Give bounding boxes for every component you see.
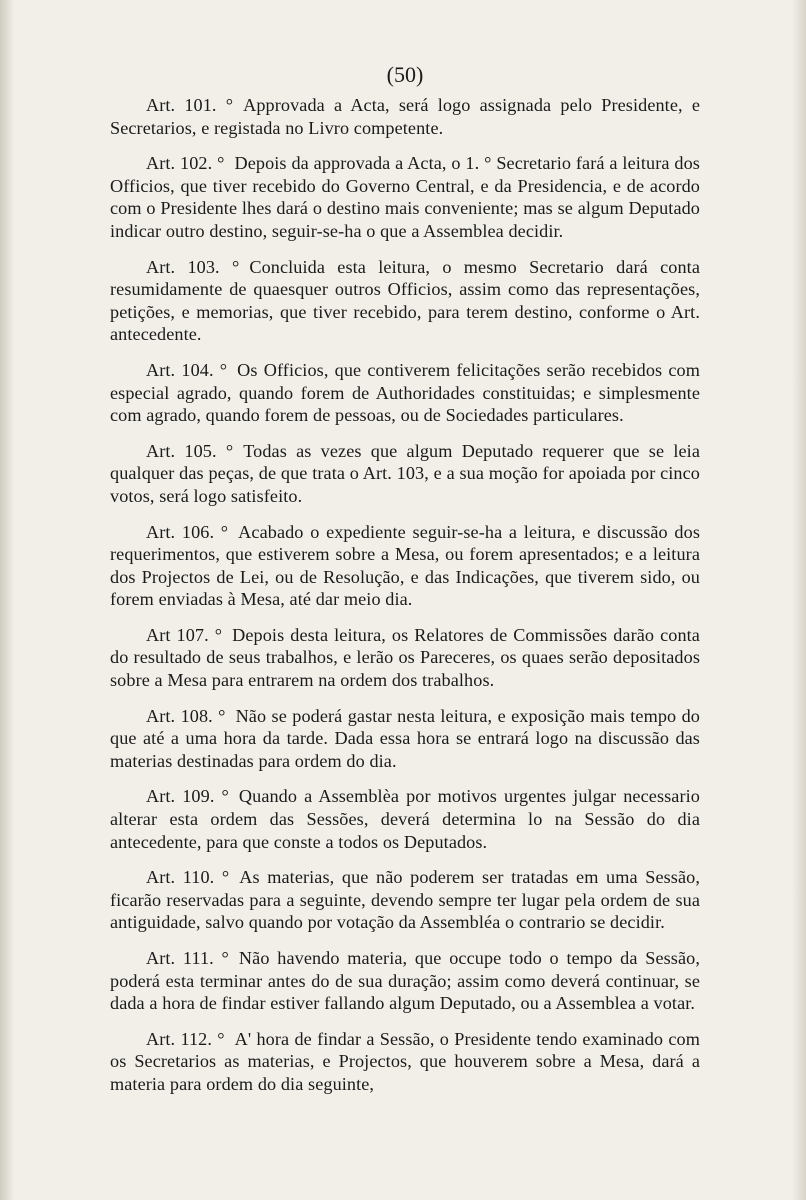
article-paragraph xyxy=(110,359,700,427)
article-text: Todas as vezes que algum Deputado requerer que se leia qualquer das peças, de que trata o Art. 103, e a sua moção for apoiada por cinco votos, será logo satisfeito. xyxy=(110,440,700,506)
article-list xyxy=(110,94,700,1109)
article-text: Os Officios, que contiverem felicitações serão recebidos com especial agrado, quando forem de Authoridades constituidas; e simplesmente com agrado, quando forem de pessoas, ou de Sociedades particulares. xyxy=(110,359,700,426)
article-label: Art. 105. ° xyxy=(146,440,234,461)
article-label: Art. 102. ° xyxy=(146,153,225,174)
article-label: Art. 109. ° xyxy=(146,786,229,807)
article-label: Art. 104. ° xyxy=(146,359,228,380)
article-label: Art. 106. ° xyxy=(146,521,229,542)
article-paragraph xyxy=(110,785,700,853)
article-text: Concluida esta leitura, o mesmo Secretario dará conta resumidamente de quaesquer outros Officios, assim como das representações, petições, e memorias, que tiver recebido, para terem destino, conforme o Art. antecedente. xyxy=(110,256,700,345)
page-number: (50) xyxy=(386,62,424,87)
article-text: As materias, que não poderem ser tratadas em uma Sessão, ficarão reservadas para a seguinte, devendo sempre ter lugar pela ordem de sua antiguidade, salvo quando por votação da Assembléa o contrario se decidir. xyxy=(110,867,700,933)
article-paragraph xyxy=(110,866,700,934)
article-paragraph xyxy=(110,1028,700,1096)
article-text: Depois desta leitura, os Relatores de Commissões darão conta do resultado de seus trabalhos, e lerão os Pareceres, os quaes serão depositados sobre a Mesa para entrarem na ordem dos trabalhos. xyxy=(110,624,700,691)
article-paragraph xyxy=(110,521,700,611)
article-paragraph xyxy=(110,152,700,242)
article-paragraph xyxy=(110,94,700,139)
article-label: Art. 112. ° xyxy=(146,1028,225,1049)
article-paragraph xyxy=(110,256,700,346)
article-text: Não se poderá gastar nesta leitura, e exposição mais tempo do que até a uma hora da tarde. Dada essa hora se entrará logo na discussão das materias destinadas para ordem do dia. xyxy=(110,705,700,771)
article-label: Art. 101. ° xyxy=(146,95,234,115)
article-label: Art 107. ° xyxy=(146,624,223,645)
article-paragraph xyxy=(110,947,700,1015)
article-paragraph xyxy=(110,440,700,508)
article-text: Acabado o expediente seguir-se-ha a leitura, e discussão dos requerimentos, que estiverem sobre a Mesa, ou forem apresentados; e a leitura dos Projectos de Lei, ou de Resolução, e das Indicações, que tiverem sido, ou forem enviadas à Mesa, até dar meio dia. xyxy=(110,521,700,610)
page-edge-shadow-right xyxy=(792,0,806,1200)
article-text: Não havendo materia, que occupe todo o tempo da Sessão, poderá esta terminar antes do de sua duração; assim como deverá continuar, se dada a hora de findar estiver fallando algum Deputado, ou a Assemblea a votar. xyxy=(110,948,700,1014)
article-text: Depois da approvada a Acta, o 1. ° Secretario fará a leitura dos Officios, que tiver recebido do Governo Central, e da Presidencia, e de acordo com o Presidente lhes dará o destino mais conveniente; mas se algum Deputado indicar outro destino, seguir-se-ha o que a Assemblea decidir. xyxy=(110,153,700,241)
article-text: A' hora de findar a Sessão, o Presidente tendo examinado com os Secretarios as materias, e Projectos, que houverem sobre a Mesa, dará a materia para ordem do dia seguinte, xyxy=(110,1028,700,1094)
article-paragraph xyxy=(110,624,700,692)
article-label: Art. 103. ° xyxy=(146,256,240,277)
article-paragraph xyxy=(110,705,700,773)
article-text: Quando a Assemblèa por motivos urgentes julgar necessario alterar esta ordem das Sessões, deverá determina lo na Sessão do dia antecedente, para que conste a todos os Deputados. xyxy=(110,786,700,852)
article-label: Art. 108. ° xyxy=(146,705,226,726)
article-label: Art. 110. ° xyxy=(146,867,230,888)
article-label: Art. 111. ° xyxy=(146,948,229,968)
page-edge-shadow-left xyxy=(0,0,14,1200)
article-text: Approvada a Acta, será logo assignada pelo Presidente, e Secretarios, e registada no Livro competente. xyxy=(110,95,700,138)
